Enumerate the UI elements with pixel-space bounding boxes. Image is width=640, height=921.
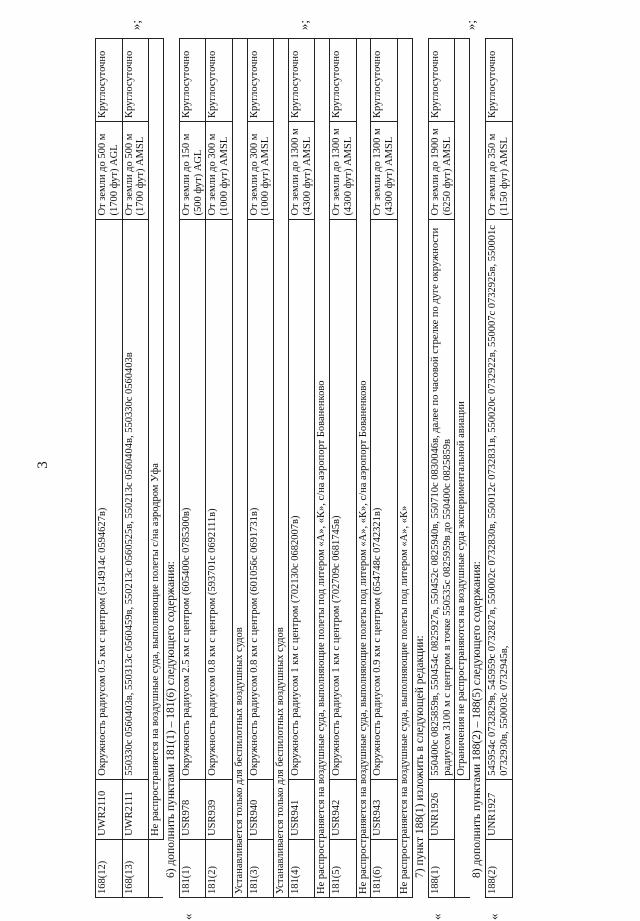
zone-code: USR940 bbox=[247, 779, 274, 839]
note-row: Ограничения не распространяются на воздушные суда экспериментальной авиации bbox=[455, 39, 470, 780]
table-row bbox=[288, 39, 315, 898]
zone-description: Окружность радиусом 0.9 км с центром (654748с 0742321в) bbox=[371, 219, 398, 779]
table-row bbox=[371, 39, 398, 898]
item-number: 181(2) bbox=[206, 839, 233, 897]
table-181 bbox=[179, 38, 413, 898]
zone-time: Круглосуточно bbox=[122, 39, 149, 122]
table-row bbox=[96, 39, 123, 898]
item-number: 188(1) bbox=[428, 839, 455, 897]
block-188-2 bbox=[485, 38, 513, 920]
table-row bbox=[428, 39, 455, 898]
section-heading-7: 7) пункт 188(1) изложить в следующей редакции: bbox=[413, 635, 426, 878]
table-row bbox=[206, 39, 233, 898]
table-row bbox=[274, 39, 289, 898]
zone-height: От земли до 500 м (1700 фут) AMSL bbox=[122, 122, 149, 220]
table-168 bbox=[95, 38, 164, 898]
zone-time: Круглосуточно bbox=[179, 39, 206, 122]
item-number: 181(1) bbox=[179, 839, 206, 897]
zone-code: UNR1926 bbox=[428, 779, 455, 839]
zone-code: USR939 bbox=[206, 779, 233, 839]
table-row bbox=[315, 39, 330, 898]
table-row bbox=[330, 39, 357, 898]
closing-quote: »; bbox=[128, 20, 143, 31]
zone-time: Круглосуточно bbox=[96, 39, 123, 122]
zone-height: От земли до 300 м (1000 фут) AMSL bbox=[247, 122, 274, 220]
item-number: 181(6) bbox=[371, 839, 398, 897]
table-row bbox=[122, 39, 149, 898]
table-row bbox=[356, 39, 371, 898]
zone-height: От земли до 300 м (1000 фут) AMSL bbox=[206, 122, 233, 220]
zone-description: Окружность радиусом 2.5 км с центром (605400с 0785300в) bbox=[179, 219, 206, 779]
zone-time: Круглосуточно bbox=[247, 39, 274, 122]
section-heading-6: 6) дополнить пунктами 181(1) – 181(6) следующего содержания: bbox=[164, 561, 177, 878]
zone-height: От земли до 1900 м (6250 фут) AMSL bbox=[428, 122, 455, 220]
zone-code: USR943 bbox=[371, 779, 398, 839]
note-row: Не распространяется на воздушные суда, выполняющие полеты с/на аэродром Уфа bbox=[149, 39, 164, 840]
zone-height: От земли до 1300 м (4300 фут) AMSL bbox=[371, 122, 398, 220]
zone-time: Круглосуточно bbox=[288, 39, 315, 122]
note-row: Устанавливается только для беспилотных воздушных судов bbox=[274, 39, 289, 898]
item-number: 181(3) bbox=[247, 839, 274, 897]
opening-quote: « bbox=[179, 913, 195, 920]
table-row bbox=[247, 39, 274, 898]
closing-quote: »; bbox=[295, 20, 311, 31]
zone-code: USR942 bbox=[330, 779, 357, 839]
zone-time: Круглосуточно bbox=[428, 39, 455, 122]
table-row bbox=[486, 39, 513, 898]
zone-code: UWR2111 bbox=[122, 779, 149, 839]
section-heading-8: 8) дополнить пунктами 188(2) – 188(5) следующего содержания: bbox=[471, 561, 484, 878]
zone-description: 550400с 0825859в, 550454с 0825927в, 550452с 0825940в, 550710с 0830046в, далее по часовой стрелке по дуге окружности радиусом 3100 м с центром в точке 550535с 0825959в до 550400с 0825859в bbox=[428, 219, 455, 779]
zone-height: От земли до 1300 м (4300 фут) AMSL bbox=[288, 122, 315, 220]
item-number: 181(5) bbox=[330, 839, 357, 897]
zone-code: UNR1927 bbox=[486, 779, 513, 839]
zone-time: Круглосуточно bbox=[486, 39, 513, 122]
zone-code: UWR2110 bbox=[96, 779, 123, 839]
zone-description: Окружность радиусом 0.8 км с центром (601056с 0691731в) bbox=[247, 219, 274, 779]
page-number: 3 bbox=[35, 461, 51, 469]
closing-quote: »; bbox=[462, 20, 478, 31]
zone-description: Окружность радиусом 1 км с центром (702709с 0681745в) bbox=[330, 219, 357, 779]
zone-time: Круглосуточно bbox=[206, 39, 233, 122]
table-188-2 bbox=[485, 38, 513, 898]
zone-description: Окружность радиусом 1 км с центром (702130с 0682007в) bbox=[288, 219, 315, 779]
opening-quote: « bbox=[428, 913, 444, 920]
item-number: 168(12) bbox=[96, 839, 123, 897]
rotated-content bbox=[35, 20, 535, 920]
table-row bbox=[397, 39, 412, 898]
zone-description: 550330с 0560403в, 550313с 0560459в, 550213с 0560525в, 550213с 0560404в, 550330с 0560403в bbox=[122, 219, 149, 779]
item-number: 168(13) bbox=[122, 839, 149, 897]
table-row bbox=[149, 39, 164, 898]
zone-description: 545954с 0732829в, 545959с 0732827в, 550002с 0732830в, 550012с 0732831в, 550020с 0732922в, 550007с 0732925в, 550001с 0732930в, 550003с 0732945в, bbox=[486, 219, 513, 779]
table-row bbox=[455, 39, 470, 898]
note-row: Не распространяется на воздушные суда, выполняющие полеты под литером «А», «К» bbox=[397, 39, 412, 898]
item-number: 188(2) bbox=[486, 839, 513, 897]
table-row bbox=[179, 39, 206, 898]
block-168 bbox=[95, 20, 164, 898]
zone-height: От земли до 150 м (500 фут) AGL bbox=[179, 122, 206, 220]
table-188-1 bbox=[428, 38, 470, 898]
zone-time: Круглосуточно bbox=[330, 39, 357, 122]
zone-time: Круглосуточно bbox=[371, 39, 398, 122]
zone-description: Окружность радиусом 0.5 км с центром (514914с 0594627в) bbox=[96, 219, 123, 779]
table-row bbox=[232, 39, 247, 898]
note-row: Устанавливается только для беспилотных воздушных судов bbox=[232, 39, 247, 898]
zone-height: От земли до 1300 м (4300 фут) AMSL bbox=[330, 122, 357, 220]
zone-description: Окружность радиусом 0.8 км с центром (593701с 0692111в) bbox=[206, 219, 233, 779]
zone-code: USR978 bbox=[179, 779, 206, 839]
zone-height: От земли до 500 м (1700 фут) AGL bbox=[96, 122, 123, 220]
zone-height: От земли до 350 м (1150 фут) AMSL bbox=[486, 122, 513, 220]
note-row: Не распространяется на воздушные суда, выполняющие полеты под литером «А», «К», с/на аэропорт Бованенково bbox=[315, 39, 330, 898]
item-number: 181(4) bbox=[288, 839, 315, 897]
note-row: Не распространяется на воздушные суда, выполняющие полеты под литером «А», «К», с/на аэропорт Бованенково bbox=[356, 39, 371, 898]
zone-code: USR941 bbox=[288, 779, 315, 839]
opening-quote: « bbox=[486, 913, 502, 920]
block-181 bbox=[179, 20, 413, 920]
